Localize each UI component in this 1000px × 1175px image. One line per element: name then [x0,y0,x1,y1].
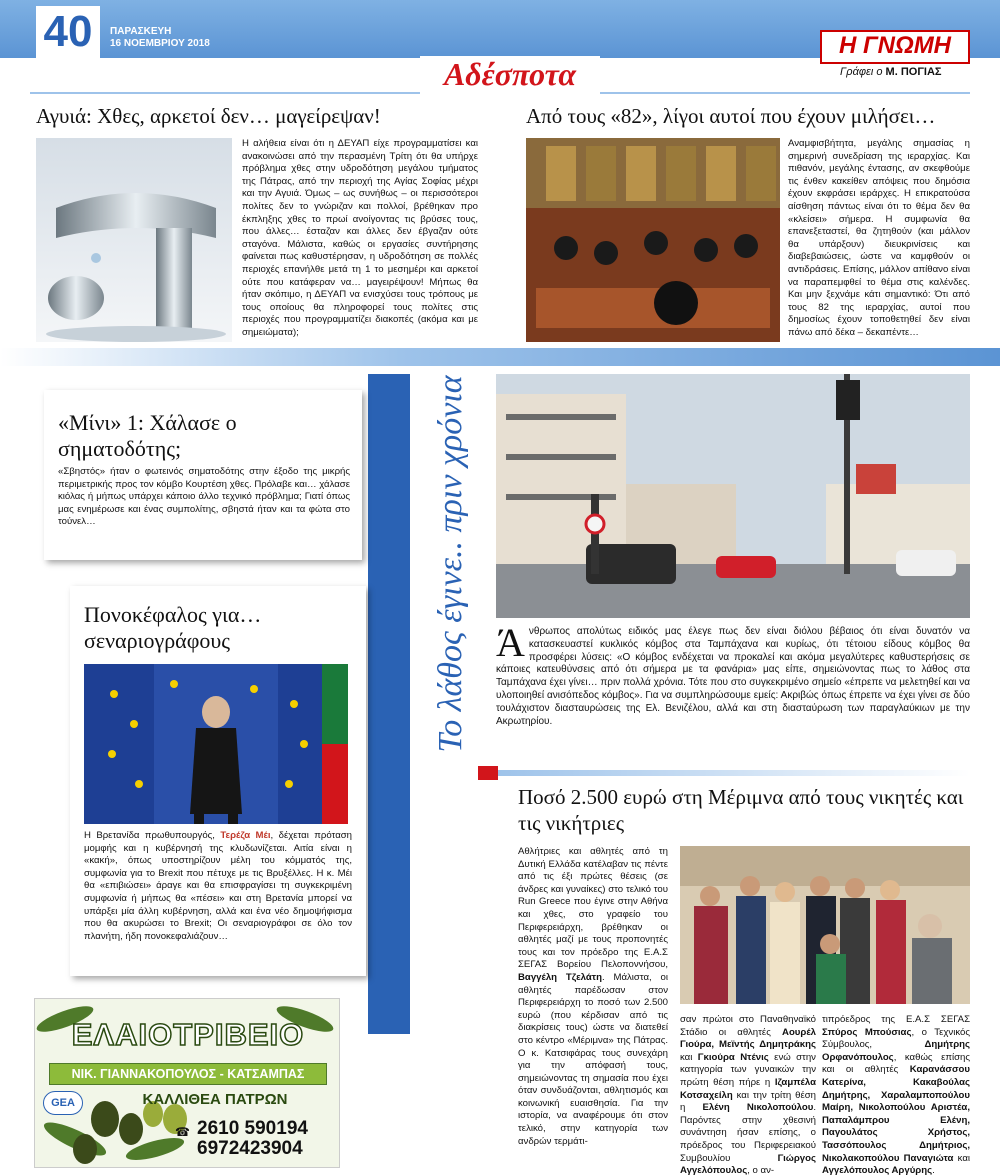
a6c2-p3: Γκιούρα Ντένις [697,1051,769,1063]
article3-headline: «Μίνι» 1: Χάλασε ο σηματοδότης; [58,410,237,461]
ad-phone-landline: 2610 590194 [197,1118,308,1139]
date-block [110,26,210,50]
ad-badge: GEA [43,1091,83,1115]
synod-photo [526,138,780,342]
ad-phone-mobile: 6972423904 [197,1138,303,1159]
a6c2-p2: και [680,1051,698,1063]
a6c3-p1: Σπύρος Μπούσιας [822,1026,912,1038]
eu-flags-illustration [84,664,348,824]
traffic-junction-photo [496,374,970,618]
byline [840,66,942,78]
article6-col1 [518,846,668,1148]
newspaper-logo: Η ΓΝΩΜΗ [820,30,970,64]
article3-body: «Σβηστός» ήταν ο φωτεινός σηματοδότης στην έξοδο της μικρής περιμετρικής προς τον κόμβο Κουρτέση χθες. Πρόλαβε και… χάλασε κιόλας ή μήπως υπάρχει κάποιο άλλο τεχνικό πρόβλημα; Γιατί όπως μας ενημέρωσε και ένας συμπολίτης, σβηστά ήταν και τα φώτα στο τούνελ… [58,466,350,528]
article6-col2 [680,1014,816,1175]
a6c1-part1: Βαγγέλη Τζελάτη [518,971,602,983]
red-accent [478,766,498,780]
blue-strip [368,374,410,1034]
ad-owner: ΝΙΚ. ΓΙΑΝΝΑΚΟΠΟΥΛΟΣ - ΚΑΤΣΑΜΠΑΣ [49,1063,327,1085]
phone-icon: ☎ [175,1125,190,1139]
traffic-junction-illustration [496,374,970,618]
a6c2-p7: Ελένη Νικολοπούλου [702,1102,814,1114]
a6c2-p4: ενώ στην κατηγορία των γυναικών την πρώτη θέση πήρε η [680,1051,816,1088]
article1-headline: Αγυιά: Χθες, αρκετοί δεν… μαγείρεψαν! [36,104,381,128]
ad-title: ΕΛΑΙΟΤΡΙΒΕΙΟ [71,1017,305,1052]
a6c1-part2: . Μάλιστα, οι αθλητές παρέδωσαν στον Περιφερειάρχη το ποσό των 2.500 ευρώ (που κέρδισαν από τις διακρίσεις τους) ώστε να διατεθεί στο κέντρο «Μέριμνα» της Πάτρας. Ο κ. Κατσιφάρας τους συνεχάρη για την απόφασή τους, σημειώνοντας τη σημασία που έχει όταν συνδυάζονται, αθλητισμός και κοινωνική ευαισθησία. Για την ιστορία, να αναφέρουμε ότι στον τελικό, στην κατηγορία των ανδρών τερμάτι- [518,971,669,1147]
a6c1-part0: Αθλήτριες και αθλητές από τη Δυτική Ελλάδα κατέλαβαν τις πέντε από τις έξι πρώτες θέσεις (σε άνδρες και γυναίκες) στο τελικό του Run Greece που έγινε στην Αθήνα και χθες, στο γραφείο του Περιφερειάρχη, βρέθηκαν οι αθλητές μαζί με τους προπονητές τους και τον πρόεδρο της Ε.Α.Σ ΣΕΓΑΣ Βορείου Πελοποννήσου, [518,846,668,971]
section-title: Αδέσποτα [420,56,600,94]
article6-col3 [822,1014,970,1175]
article1-body: Η αλήθεια είναι ότι η ΔΕΥΑΠ είχε προγραμματίσει και ανακοινώσει από την περασμένη Τρίτη ότι θα υπήρχε πρόβλημα χθες στην υδροδότηση μεγάλου τμήματος της Πάτρας, από την περιοχή της Αγίας Σοφίας μέχρι και την Αγυιά. Όμως – ως συνήθως – οι περισσότεροι πολίτες δεν το γνώριζαν και πολλοί, βρέθηκαν προ έκπληξης χθες το πρωί ανοίγοντας τις βρύσες τους, που άλλες… έσταζαν και άλλες δεν έβγαζαν ούτε σταγόνα. Μάλιστα, καθώς οι εργασίες συντήρησης φαίνεται πως καθυστέρησαν, η υδροδότηση σε πολλές περιοχές επανήλθε μετά τη 1 το μεσημέρι και αρκετοί ούτε που κατάφεραν να… μαγειρέψουν! Μήπως θα ήταν σκόπιμο, η ΔΕΥΑΠ να ενισχύσει τους τρόπους με τους οποίους θα πληροφορεί τους πολίτες στις περιοχές που προγραμματίζει διακοπές (ακόμα και με σημειώματα); [242,138,478,338]
a6c2-p9: Γιώργος Αγγελόπουλος [680,1152,816,1175]
a6c3-p5: Καρανάσσου Κατερίνα, Κακαβούλας Δημήτρης, Χαραλαμποπούλου Μαίρη, Νικολοπούλου Αριστέα, Παπαλάμπρου Ελένη, Παγουλάτος Χρήστος, Τασσόπουλος Δημήτριος, Νικολακοπούλου Παναγιώτα [822,1064,970,1164]
a6c3-p6: και [953,1152,970,1164]
a6c2-p6: και την τρίτη θέση η [680,1089,816,1114]
article4-body-pre: Η Βρετανίδα πρωθυπουργός, [84,830,221,841]
article4-panel [70,586,366,976]
a6c3-p8: . [932,1165,935,1175]
article6-headline: Ποσό 2.500 ευρώ στη Μέριμνα από τους νικητές και τις νικήτριες [518,785,964,835]
may-photo [84,664,348,824]
day-label: ΠΑΡΑΣΚΕΥΗ [110,26,172,37]
a6c2-p10: , ο αν- [747,1165,775,1175]
a6c2-p1: Αουρέλ Γιούρα, Μεϊντής Δημητράκης [680,1026,816,1051]
article5-vertical-title: Το λάθος έγινε.. πριν χρόνια [432,375,469,753]
article5-dropcap: Ά [496,620,525,665]
article5-vertical-title-box [410,374,500,784]
article4-body-post: , δέχεται πρόταση μομφής και η κυβέρνησή της κλυδωνίζεται. Αιτία είναι η «κακή», όπως υποστηρίζουν μέλη του κόμματός της, συμφωνία για το Brexit που πέτυχε με τις Βρυξέλλες. Η κ. Μέι θα «επιβιώσει» άραγε και θα επισφραγίσει τη συγκεκριμένη συμφωνία ή μήπως θα «πέσει» και στη Βρετανία μπορεί να υπάρξει μία άλλη κυβέρνηση, αλλά και ένα νέο δημοψήφισμα που θα ακυρώσει το Brexit; Οι σεναριογράφοι σε όλο τον πλανήτη, ήδη πονοκεφαλιάζουν… [84,830,352,942]
a6c2-p8: . Παρόντες στην χθεσινή συνάντηση ήσαν επίσης, ο πρόεδρος του Περιφερειακού Συμβουλίου [680,1102,816,1164]
a6c3-p2: , ο Τεχνικός Σύμβουλος, [822,1026,970,1051]
article4-headline: Πονοκέφαλος για… σεναριογράφους [84,602,262,653]
byline-prefix: Γράφει ο [840,66,883,78]
article5-body [496,620,970,728]
athletes-illustration [680,846,970,1004]
article2-headline: Από τους «82», λίγοι αυτοί που έχουν μιλήσει… [526,104,936,128]
date-label: 16 ΝΟΕΜΒΡΙΟΥ 2018 [110,38,210,49]
article4-body-name: Τερέζα Μέι [220,830,271,841]
olive-mill-ad [34,998,340,1168]
blue-accent-line [498,770,970,776]
a6c2-p5: Ιζαμπέλα Κοτσαχείλη [680,1076,816,1101]
a6c3-p4: , καθώς επίσης και οι αθλητές [822,1051,970,1076]
faucet-photo [36,138,232,342]
a6c3-p0: τιπρόεδρος της Ε.Α.Σ ΣΕΓΑΣ [822,1014,970,1025]
athletes-group-photo [680,846,970,1004]
a6c3-p3: Δημήτρης Ορφανόπουλος [822,1039,970,1063]
decorative-bar [0,348,1000,366]
a6c3-p7: Αγγελόπουλος Αργύρης [822,1165,933,1175]
ad-phones [197,1119,308,1159]
article4-body [84,830,352,943]
article5-body-text: νθρωπος απολύτως ειδικός μας έλεγε πως δεν είναι διόλου βέβαιος ότι είναι δυνατόν να κατασκευαστεί κυκλικός κόμβος στα Ταμπάχανα και κυρίως, ότι τέτοιου είδους κόμβος θα προσφέρει λύσεις: «Ο κόμβος ενδέχεται να προκαλεί και ακόμα μεγαλύτερες καθυστερήσεις σε κάποιες κατευθύνσεις από ότι σήμερα με τα φανάρια» μας είπε, σημειώνοντας πως το λάθος στα Ταμπάχανα έχει γίνει… πριν πολλά χρόνια. Τότε που στο συγκεκριμένο σημείο «έπρεπε να μελετηθεί και να υλοποιηθεί ανισόπεδος κόμβος». Για να συμπληρώσουμε εμείς: Ακριβώς όπως έπρεπε να έχει γίνει σε δύο τουλάχιστον διασταυρώσεις της Ελ. Βενιζέλου, αλλά και στη διασταύρωση των παραγλαύκιων με την Ακρωτηρίου. [496,626,970,727]
byline-author: Μ. ΠΟΓΙΑΣ [885,66,942,78]
page-number: 40 [36,6,100,58]
a6c2-p0: σαν πρώτοι στο Παναθηναϊκό Στάδιο οι αθλητές [680,1014,816,1038]
faucet-illustration [36,138,232,342]
article3-panel [44,390,362,560]
article2-body: Αναμφισβήτητα, μεγάλης σημασίας η σημερινή συνεδρίαση της ιεραρχίας. Και πιθανόν, μεγάλης έντασης, αν σκεφθούμε τις ένθεν κακείθεν απόψεις που δημόσια έχουν εκφράσει ιεράρχες. Η επικρατούσα αίσθηση πάντως είναι ότι το θέμα δεν θα «κλείσει» σήμερα. Η συμφωνία θα επανεξεταστεί, θα ζητηθούν (και μάλλον θα υπάρξουν) διευκρινίσεις και διαβεβαιώσεις, ώστε να καμφθούν οι αντιδράσεις. Επίσης, μάλλον απίθανο είναι να παραπεμφθεί το θέμα στις καλένδες. Και μην ξεχνάμε κάτι σημαντικό: Ότι από τους 82 της ιεραρχίας, αυτοί που δημοσίως έχουν τοποθετηθεί δεν είναι πάνω από δέκα – δεκαπέντε… [788,138,970,338]
synod-illustration [526,138,780,342]
ad-location: ΚΑΛΛΙΘΕΑ ΠΑΤΡΩΝ [142,1091,288,1108]
